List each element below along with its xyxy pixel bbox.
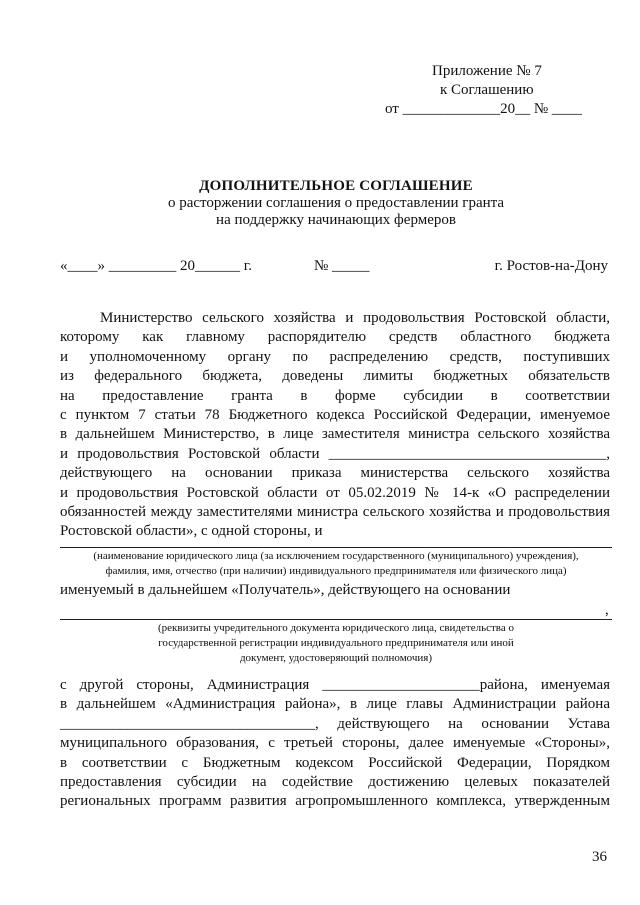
agreement-number: № _____ [314, 258, 370, 274]
text-line: с другой стороны, Администрация _____________________района, именуемая [60, 677, 610, 693]
text-line: в соответствии с Бюджетным кодексом Российской Федерации, Порядком [60, 754, 610, 771]
caption-line: фамилия, имя, отчество (при наличии) индивидуального предпринимателя или физического лица) [105, 565, 567, 577]
text-line: и продовольствия Ростовской области _____________________________________, [60, 445, 610, 462]
text-line: из федерального бюджета, доведены лимиты бюджетных обязательств [60, 368, 610, 385]
document-subtitle-line1: о расторжении соглашения о предоставлении гранта [167, 195, 505, 211]
text-line: и продовольствия Ростовской области от 05.02.2019 № 14-к «О распределении [60, 484, 610, 501]
text-line: в дальнейшем Министерство, в лице заместителя министра сельского хозяйства [60, 426, 610, 443]
text-line: которому как главному распорядителю средств областного бюджета [60, 329, 610, 346]
caption-line: (наименование юридического лица (за исключением государственного (муниципального) учреждения), [93, 550, 579, 562]
annex-date-number: от _____________20__ № ____ [385, 101, 582, 117]
agreement-date: «____» _________ 20______ г. [60, 258, 252, 274]
text-line: региональных программ развития агропромышленного комплекса, утвержденным [60, 793, 610, 810]
recipient-name-fill-line [60, 547, 612, 548]
document-title: ДОПОЛНИТЕЛЬНОЕ СОГЛАШЕНИЕ [199, 178, 473, 194]
recipient-basis-caption [60, 621, 612, 666]
recipient-basis-fill-line [60, 619, 612, 620]
caption-line: документ, удостоверяющий полномочия) [239, 652, 433, 664]
agreement-city: г. Ростов-на-Дону [494, 258, 608, 274]
text-line: обязанностей между заместителями министра сельского хозяйства и продовольствия [60, 504, 610, 521]
text-line: Ростовской области», с одной стороны, и [60, 523, 323, 540]
text-line: муниципального образования, с третьей стороны, далее именуемые «Стороны», [60, 735, 610, 752]
annex-number: Приложение № 7 [432, 63, 542, 79]
text-line: __________________________________, действующего на основании Устава [60, 715, 610, 732]
annex-header [380, 62, 595, 119]
title-block [60, 178, 612, 229]
document-subtitle-line2: на поддержку начинающих фермеров [216, 212, 456, 228]
caption-line: государственной регистрации индивидуального предпринимателя или иной [158, 637, 514, 649]
text-line: на предоставление гранта в форме субсидии в соответствии [60, 387, 610, 404]
caption-line: (реквизиты учредительного документа юридического лица, свидетельства о [157, 622, 514, 634]
text-line: в дальнейшем «Администрация района», в лице главы Администрации района [60, 696, 610, 713]
annex-reference: к Соглашению [440, 82, 534, 98]
paragraph-parties-ministry [60, 309, 610, 542]
text-line: и уполномоченному органу по распределению средств, поступивших [60, 348, 610, 365]
recipient-name-caption [60, 549, 612, 579]
recipient-line: именуемый в дальнейшем «Получатель», действующего на основании [60, 582, 511, 598]
page-number: 36 [592, 849, 607, 865]
text-line: действующего на основании приказа министерства сельского хозяйства [60, 465, 610, 482]
text-line: Министерство сельского хозяйства и продовольствия Ростовской области, [100, 310, 610, 326]
text-line: с пунктом 7 статьи 78 Бюджетного кодекса Российской Федерации, именуемое [60, 407, 610, 424]
text-line: предоставления субсидии на содействие достижению целевых показателей [60, 774, 610, 791]
recipient-comma: , [605, 602, 609, 618]
paragraph-parties-administration [60, 676, 610, 812]
